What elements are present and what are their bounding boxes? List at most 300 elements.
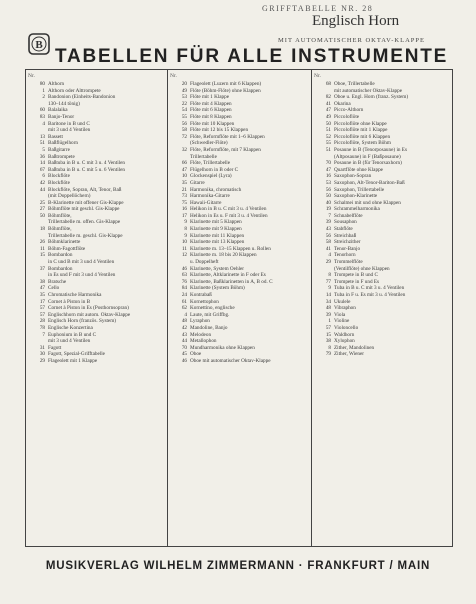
publisher-footer: MUSIKVERLAG WILHELM ZIMMERMANN · FRANKFURT / MAIN — [45, 560, 431, 572]
entry-number: 5 — [42, 146, 45, 153]
entry-number: 28 — [39, 318, 45, 325]
entry-instrument: Klarinette m. 18 bis 20 Klappen — [190, 252, 257, 259]
entry-instrument: Flügelhorn in B oder C — [190, 166, 239, 173]
list-item — [28, 187, 165, 200]
list-item — [314, 121, 450, 128]
column-divider — [311, 70, 312, 546]
entry-instrument: Euphonium in B und C — [48, 331, 97, 338]
list-item — [28, 213, 165, 226]
entry-number: 48 — [181, 318, 187, 325]
list-item — [314, 114, 450, 121]
list-item — [170, 173, 309, 180]
entry-instrument: B-Klarinette mit offener Gis-Klappe — [48, 199, 124, 206]
entry-number: 45 — [181, 351, 187, 358]
list-item — [28, 325, 165, 332]
entry-number: 7 — [42, 331, 45, 338]
entry-number: 51 — [39, 140, 45, 147]
entry-number: 79 — [325, 351, 331, 358]
list-item — [170, 206, 309, 213]
entry-instrument: Bombardon — [48, 252, 73, 259]
entry-instrument: Chromatische Harmonika — [48, 292, 102, 298]
list-item — [170, 226, 309, 233]
entry-instrument: Piccoloflöte mit 1 Klappe — [334, 127, 388, 134]
entry-instrument: Kornettino, englische — [190, 305, 235, 312]
entry-number: 50 — [39, 212, 45, 219]
list-item — [28, 332, 165, 345]
entry-number: 84 — [181, 285, 187, 292]
list-item — [170, 121, 309, 128]
list-item — [314, 127, 450, 134]
entry-number: 78 — [39, 324, 45, 331]
list-item — [314, 272, 450, 279]
list-item — [314, 279, 450, 286]
entry-instrument: Böhmflöte mit geschl. Gis-Klappe — [48, 206, 120, 213]
list-item — [314, 246, 450, 253]
list-item — [28, 345, 165, 352]
entry-number: 38 — [39, 278, 45, 285]
entry-number: 73 — [181, 193, 187, 200]
list-item — [314, 147, 450, 160]
entry-instrument: Okarina — [334, 100, 351, 107]
entry-instrument: Schalmei mit und ohne Klappen — [334, 199, 401, 206]
entry-instrument: Piccoloflöte, System Böhm — [334, 140, 391, 147]
list-item — [28, 107, 165, 114]
entry-number: 19 — [325, 206, 331, 213]
entry-instrument: Englisch Horn (französ. System) — [48, 318, 116, 325]
entry-number: 7 — [328, 212, 331, 219]
entry-number: 80 — [39, 81, 45, 87]
entry-number: 31 — [39, 344, 45, 351]
entry-instrument: Piccoloflöte mit 6 Klappen — [334, 133, 391, 140]
list-item — [314, 160, 450, 167]
list-item — [170, 88, 309, 95]
list-item — [170, 101, 309, 108]
list-item — [314, 187, 450, 194]
entry-instrument: Bassett — [48, 133, 63, 140]
entry-instrument: Posaune in B (für Tenorsaxhorn) — [334, 160, 402, 167]
entry-instrument: Flöte mit 10 Klappen — [190, 120, 235, 127]
entry-instrument: Saxophon, Trillertabelle — [334, 186, 385, 193]
entry-number: 42 — [181, 324, 187, 331]
entry-number: 83 — [39, 113, 45, 120]
entry-instrument: Klarinette mit 5 Klappen — [190, 219, 242, 226]
entry-number: 16 — [181, 206, 187, 213]
list-item — [28, 358, 165, 365]
list-item — [28, 154, 165, 161]
list-item — [170, 285, 309, 292]
list-item — [170, 193, 309, 200]
entry-instrument: Saxophon, Alt-Tenor-Bariton-Baß — [334, 179, 405, 186]
entry-number: 32 — [181, 146, 187, 153]
entry-number: 48 — [325, 305, 331, 312]
entry-instrument: Stabflöte — [334, 226, 353, 233]
list-item — [28, 160, 165, 167]
entry-number: 39 — [325, 219, 331, 226]
list-item — [170, 299, 309, 306]
list-item — [170, 180, 309, 187]
list-item — [28, 351, 165, 358]
entry-number: 58 — [325, 239, 331, 246]
entry-instrument: Kornettophon — [190, 298, 219, 305]
entry-number: 9 — [184, 219, 187, 226]
entry-instrument: Flöte mit 6 Klappen — [190, 107, 232, 114]
entry-instrument: Trompete in F und Es — [334, 278, 380, 285]
entry-instrument: Cello — [48, 285, 60, 292]
list-item — [28, 279, 165, 286]
entry-instrument-detail: (Altposaune) in F (Baßposaune) — [334, 153, 401, 160]
entry-instrument: Klarinette (System Böhm) — [190, 285, 245, 292]
list-item — [314, 94, 450, 101]
list-item — [170, 114, 309, 121]
entry-instrument: Flöte (Böhm-Flöte) ohne Klappen — [190, 87, 261, 94]
list-item — [28, 318, 165, 325]
entry-number: 41 — [325, 245, 331, 252]
entry-instrument: Bratsche — [48, 278, 67, 285]
index-column-2 — [170, 73, 309, 544]
instrument-title: Englisch Horn — [312, 13, 400, 29]
entry-number: 66 — [181, 160, 187, 167]
entry-number: 55 — [181, 113, 187, 120]
entry-number: 4 — [184, 311, 187, 318]
entry-instrument: Flöte mit 12 bis 15 Klappen — [190, 127, 249, 134]
list-item — [314, 200, 450, 207]
list-item — [28, 81, 165, 88]
entry-instrument: Englischhorn mit autom. Oktav-Klappe — [48, 311, 131, 318]
column-number-label: Nr. — [314, 73, 321, 79]
entry-number: 4 — [328, 252, 331, 259]
entry-number: 44 — [39, 186, 45, 193]
index-column-1 — [28, 73, 165, 544]
entry-number: 17 — [39, 298, 45, 305]
list-item — [28, 134, 165, 141]
entry-number: 75 — [181, 199, 187, 206]
entry-instrument: Helikon in Es u. F mit 3 u. 4 Ventilen — [190, 212, 268, 219]
entry-number: 8 — [328, 272, 331, 279]
entry-number: 50 — [325, 120, 331, 127]
entry-number: 47 — [325, 107, 331, 114]
list-item — [170, 81, 309, 88]
entry-number: 57 — [39, 311, 45, 318]
entry-instrument: Vibraphon — [334, 305, 356, 312]
entry-instrument: Streichbaß — [334, 232, 357, 239]
entry-instrument: Posaune in B (Tenorposaune) in Es — [334, 146, 407, 153]
entry-instrument-detail: in C und B mit 3 und 4 Ventilen — [48, 259, 115, 266]
list-item — [314, 325, 450, 332]
table-number: GRIFFTABELLE NR. 28 — [262, 4, 374, 13]
list-item — [170, 325, 309, 332]
list-item — [170, 358, 309, 365]
list-item — [170, 351, 309, 358]
entry-instrument: Baßtrompete — [48, 153, 75, 160]
list-item — [28, 246, 165, 253]
entry-instrument: Flöte mit 1 Klappe — [190, 94, 230, 101]
list-item — [170, 127, 309, 134]
entry-instrument: Flöte, Reformflöte mit 1–6 Klappen — [190, 133, 265, 140]
list-item — [28, 206, 165, 213]
entry-number: 26 — [39, 239, 45, 246]
entry-number: 70 — [325, 160, 331, 167]
entry-instrument-detail: Trillertabelle — [190, 153, 217, 160]
entry-number: 51 — [325, 146, 331, 153]
entry-number: 24 — [181, 292, 187, 298]
list-item — [170, 213, 309, 220]
list-item — [170, 107, 309, 114]
entry-number: 18 — [39, 226, 45, 233]
entry-instrument: Gitarre — [190, 179, 205, 186]
list-item — [28, 312, 165, 319]
entry-instrument-detail: in Es und F mit 3 und 4 Ventilen — [48, 272, 116, 279]
entry-instrument: Oboe — [190, 351, 202, 358]
entry-instrument: Viola — [334, 311, 346, 318]
list-item — [170, 94, 309, 101]
entry-instrument: Böhmklarinette — [48, 239, 81, 246]
entry-number: 57 — [325, 324, 331, 331]
list-item — [28, 88, 165, 95]
entry-instrument: Blockflöte — [48, 179, 70, 186]
entry-instrument-detail: Trillertabelle m. offen. Gis-Klappe — [48, 219, 121, 226]
entry-number: 50 — [325, 193, 331, 200]
entry-instrument: Althorn — [48, 81, 65, 87]
entry-number: 1 — [42, 87, 45, 94]
column-number-label: Nr. — [28, 73, 35, 79]
entry-number: 14 — [39, 160, 45, 167]
entry-instrument-detail: Trillertabelle m. geschl. Gis-Klappe — [48, 232, 123, 239]
entry-number: 9 — [184, 232, 187, 239]
entry-number: 8 — [184, 226, 187, 233]
list-item — [28, 292, 165, 299]
column-number-label: Nr. — [170, 73, 177, 79]
entry-instrument-detail: mit 3 und 4 Ventilen — [48, 338, 91, 345]
entry-instrument-detail: 130–144 tönig) — [48, 100, 80, 107]
entry-number: 58 — [181, 127, 187, 134]
list-item — [170, 312, 309, 319]
list-item — [28, 147, 165, 154]
list-item — [170, 292, 309, 299]
list-item — [314, 213, 450, 220]
entry-number: 14 — [325, 292, 331, 298]
instrument-index-table — [25, 69, 453, 547]
entry-number: 10 — [181, 239, 187, 246]
entry-number: 39 — [325, 311, 331, 318]
list-item — [170, 187, 309, 194]
entry-number: 68 — [325, 81, 331, 87]
entry-instrument: Metallophon — [190, 338, 217, 345]
entry-instrument: Fagott — [48, 344, 62, 351]
entry-instrument: Melodeon — [190, 331, 212, 338]
entry-number: 44 — [181, 338, 187, 345]
entry-instrument: Violoncello — [334, 324, 359, 331]
entry-instrument: Zither, Mandolinen — [334, 344, 375, 351]
entry-instrument: Xylophon — [334, 338, 355, 345]
entry-number: 2 — [42, 94, 45, 101]
entry-number: 46 — [181, 357, 187, 364]
entry-instrument: Laute, mit Griffbg. — [190, 311, 230, 318]
entry-instrument: Oboe u. Engl. Horn (franz. System) — [334, 94, 409, 101]
entry-number: 57 — [39, 305, 45, 312]
entry-number: 8 — [328, 344, 331, 351]
entry-instrument: Trompete in B und C — [334, 272, 378, 279]
entry-number: 82 — [325, 94, 331, 101]
list-item — [170, 338, 309, 345]
list-item — [314, 167, 450, 174]
entry-instrument: Blockflöte, Sopran, Alt, Tenor, Baß — [48, 186, 122, 193]
logo-letter: B — [35, 39, 43, 51]
entry-instrument: Baßgitarre — [48, 146, 70, 153]
entry-number: 29 — [325, 259, 331, 266]
list-item — [170, 200, 309, 207]
list-item — [28, 167, 165, 174]
entry-instrument: Böhmflöte, — [48, 226, 72, 233]
entry-instrument: Mundharmonika ohne Klappen — [190, 344, 255, 351]
entry-number: 34 — [325, 298, 331, 305]
entry-number: 61 — [181, 298, 187, 305]
entry-number: 6 — [42, 173, 45, 180]
list-item — [314, 173, 450, 180]
entry-instrument: Picco-Althorn — [334, 107, 364, 114]
index-column-3 — [314, 73, 450, 544]
entry-instrument: Violine — [334, 318, 350, 325]
main-title: TABELLEN FÜR ALLE INSTRUMENTE — [55, 46, 449, 67]
list-item — [170, 167, 309, 174]
entry-instrument: Saxophon-Klarinette — [334, 193, 378, 200]
entry-number: 47 — [39, 285, 45, 292]
entry-number: 21 — [181, 186, 187, 193]
entry-number: 10 — [181, 173, 187, 180]
entry-instrument: Tenor-Banjo — [334, 245, 361, 252]
list-item — [170, 305, 309, 312]
entry-instrument: Flöte, Reformflöte, mit 7 Klappen — [190, 146, 261, 153]
entry-number: 29 — [39, 357, 45, 364]
list-item — [28, 200, 165, 207]
list-item — [28, 299, 165, 306]
entry-number: 47 — [325, 166, 331, 173]
list-item — [28, 173, 165, 180]
entry-instrument: Hawaii-Gitarre — [190, 199, 222, 206]
list-item — [28, 94, 165, 107]
entry-instrument: Flageolett (Luzern mit 6 Klappen) — [190, 81, 262, 87]
entry-number: 20 — [181, 81, 187, 87]
entry-instrument: Piccoloflöte ohne Klappe — [334, 120, 387, 127]
list-item — [314, 318, 450, 325]
entry-instrument: Kontrabaß — [190, 292, 212, 298]
list-item — [314, 252, 450, 259]
list-item — [28, 140, 165, 147]
list-item — [28, 266, 165, 279]
entry-number: 11 — [182, 245, 187, 252]
entry-number: 30 — [39, 351, 45, 358]
entry-instrument: Tuba in F u. Es mit 3 u. 4 Ventilen — [334, 292, 406, 298]
list-item — [314, 312, 450, 319]
list-item — [314, 206, 450, 213]
list-item — [28, 285, 165, 292]
entry-instrument: Baßtuba in B u. C mit 3 u. 4 Ventilen — [48, 160, 125, 167]
entry-instrument: Sousaphon — [334, 219, 357, 226]
list-item — [170, 219, 309, 226]
entry-number: 49 — [181, 87, 187, 94]
entry-instrument: Flöte mit 4 Klappen — [190, 100, 232, 107]
entry-instrument: Klarinette mit 9 Klappen — [190, 226, 242, 233]
entry-instrument: Klarinette, System Oehler — [190, 265, 245, 272]
entry-number: 43 — [181, 331, 187, 338]
entry-number: 22 — [181, 100, 187, 107]
entry-number: 15 — [39, 252, 45, 259]
entry-number: 25 — [39, 199, 45, 206]
entry-instrument-detail: mit 3 und 4 Ventilen — [48, 127, 91, 134]
entry-number: 27 — [39, 206, 45, 213]
entry-instrument: Klarinette mit 11 Klappen — [190, 232, 245, 239]
list-item — [170, 252, 309, 265]
entry-instrument: Waldhorn — [334, 331, 355, 338]
list-item — [170, 246, 309, 253]
entry-number: 55 — [325, 140, 331, 147]
entry-instrument: Cornet à Piston in B — [48, 298, 91, 305]
entry-number: 15 — [325, 331, 331, 338]
entry-number: 13 — [39, 133, 45, 140]
list-item — [28, 180, 165, 187]
list-item — [314, 292, 450, 299]
list-item — [28, 305, 165, 312]
entry-instrument: Flöte mit 8 Klappen — [190, 113, 232, 120]
entry-number: 60 — [39, 107, 45, 114]
entry-instrument: Ukulele — [334, 298, 351, 305]
entry-instrument: Banjo-Tenor — [48, 113, 75, 120]
list-item — [314, 285, 450, 292]
list-item — [170, 345, 309, 352]
entry-instrument: Bombardon — [48, 265, 73, 272]
column-divider — [167, 70, 168, 546]
list-item — [28, 252, 165, 265]
entry-instrument: Klarinette, Altklarinette in F oder Es — [190, 272, 266, 279]
entry-number: 47 — [181, 166, 187, 173]
list-item — [314, 81, 450, 94]
list-item — [314, 140, 450, 147]
entry-instrument: Harmonika-Gitarre — [190, 193, 230, 200]
entry-number: 77 — [325, 278, 331, 285]
entry-instrument-detail: (mit Doppellöchern) — [48, 193, 91, 200]
entry-number: 76 — [181, 278, 187, 285]
list-item — [170, 318, 309, 325]
entry-instrument: Böhm-Fagottflöte — [48, 245, 86, 252]
entry-number: 56 — [325, 232, 331, 239]
entry-instrument: Glockenspiel (Lyra) — [190, 173, 232, 180]
entry-instrument-detail: u. Doppelheft — [190, 259, 219, 266]
entry-instrument: Klarinette m. 13–15 Klappen u. Rollen — [190, 245, 271, 252]
entry-instrument: Oboe mit automatischer Oktav-Klappe — [190, 357, 271, 364]
entry-instrument: Cornet à Piston in Es (Posthornsopran) — [48, 305, 129, 312]
entry-number: 62 — [181, 305, 187, 312]
list-item — [314, 351, 450, 358]
entry-instrument: Fagott, Spezial-Grifftabelle — [48, 351, 105, 358]
entry-number: 1 — [328, 318, 331, 325]
list-item — [170, 147, 309, 160]
entry-number: 72 — [181, 133, 187, 140]
list-item — [170, 266, 309, 273]
entry-instrument: Quartflöte ohne Klappe — [334, 166, 383, 173]
list-item — [314, 332, 450, 339]
list-item — [170, 279, 309, 286]
list-item — [314, 239, 450, 246]
entry-instrument: Oboe, Trillertabelle — [334, 81, 375, 87]
entry-instrument: Tuba in B u. C mit 3 u. 4 Ventilen — [334, 285, 405, 292]
entry-instrument: Saxophon-Sopran — [334, 173, 372, 180]
list-item — [314, 101, 450, 108]
entry-instrument: Baritone in B und C — [48, 120, 90, 127]
entry-instrument: Mandoline, Banjo — [190, 324, 228, 331]
entry-number: 35 — [39, 292, 45, 298]
list-item — [170, 233, 309, 240]
entry-instrument: Lyraphon — [190, 318, 210, 325]
entry-instrument: Zither, Wiener — [334, 351, 365, 358]
